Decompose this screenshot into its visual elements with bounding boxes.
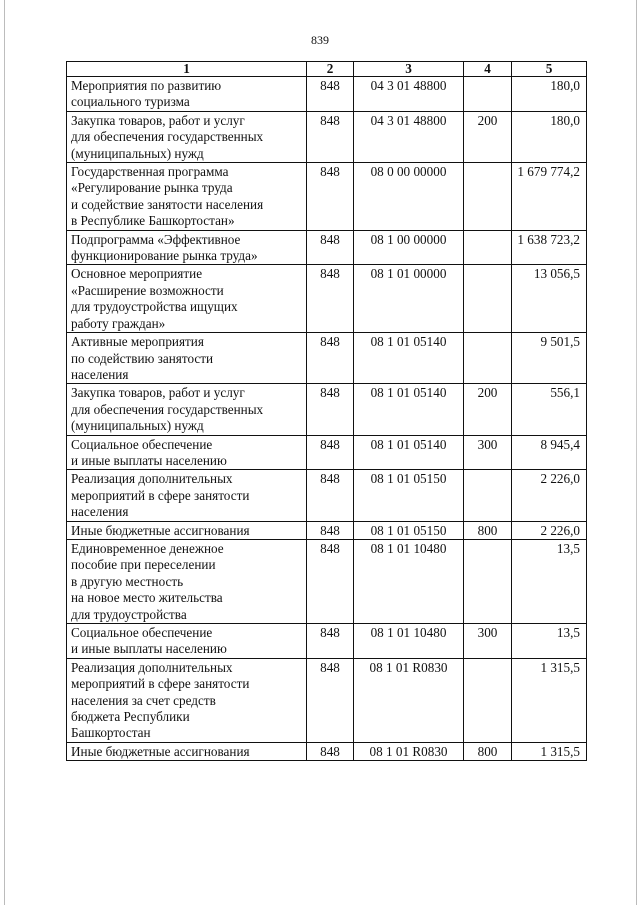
row-ministry-cell: 848 (307, 658, 354, 742)
row-ministry-cell: 848 (307, 470, 354, 521)
table-row (67, 77, 587, 112)
table-row (67, 333, 587, 384)
row-ministry-cell: 848 (307, 624, 354, 659)
row-ministry-cell: 848 (307, 230, 354, 265)
row-ministry-cell: 848 (307, 111, 354, 162)
row-amount-cell: 180,0 (512, 111, 587, 162)
row-amount-cell: 1 679 774,2 (512, 163, 587, 231)
table-row (67, 624, 587, 659)
row-type-cell: 200 (464, 384, 512, 435)
row-name-cell: Социальное обеспечение и иные выплаты населению (67, 435, 307, 470)
scan-edge-left (4, 0, 5, 905)
row-amount-cell: 13,5 (512, 539, 587, 623)
table-row (67, 435, 587, 470)
row-code-cell: 08 1 00 00000 (354, 230, 464, 265)
row-ministry-cell: 848 (307, 742, 354, 760)
table-row (67, 539, 587, 623)
row-name-cell: Подпрограмма «Эффективное функционирование рынка труда» (67, 230, 307, 265)
row-type-cell: 800 (464, 521, 512, 539)
row-name-cell: Закупка товаров, работ и услуг для обеспечения государственных (муниципальных) нужд (67, 111, 307, 162)
row-name-cell: Мероприятия по развитию социального туризма (67, 77, 307, 112)
table-row (67, 111, 587, 162)
row-ministry-cell: 848 (307, 265, 354, 333)
row-ministry-cell: 848 (307, 435, 354, 470)
scan-edge-right (636, 0, 637, 905)
row-amount-cell: 9 501,5 (512, 333, 587, 384)
row-type-cell: 300 (464, 624, 512, 659)
row-name-cell: Реализация дополнительных мероприятий в сфере занятости населения (67, 470, 307, 521)
row-code-cell: 08 1 01 05150 (354, 521, 464, 539)
row-amount-cell: 1 638 723,2 (512, 230, 587, 265)
row-code-cell: 08 1 01 R0830 (354, 742, 464, 760)
row-amount-cell: 180,0 (512, 77, 587, 112)
row-name-cell: Иные бюджетные ассигнования (67, 742, 307, 760)
row-code-cell: 08 1 01 10480 (354, 624, 464, 659)
row-code-cell: 04 3 01 48800 (354, 111, 464, 162)
row-amount-cell: 8 945,4 (512, 435, 587, 470)
row-ministry-cell: 848 (307, 539, 354, 623)
row-code-cell: 08 1 01 R0830 (354, 658, 464, 742)
table-body (67, 77, 587, 761)
row-code-cell: 08 1 01 05140 (354, 384, 464, 435)
row-name-cell: Активные мероприятия по содействию занятости населения (67, 333, 307, 384)
row-name-cell: Закупка товаров, работ и услуг для обеспечения государственных (муниципальных) нужд (67, 384, 307, 435)
row-name-cell: Государственная программа «Регулирование рынка труда и содействие занятости населения в Республике Башкортостан» (67, 163, 307, 231)
row-ministry-cell: 848 (307, 521, 354, 539)
row-code-cell: 08 0 00 00000 (354, 163, 464, 231)
row-ministry-cell: 848 (307, 384, 354, 435)
page-number: 839 (311, 33, 329, 47)
row-name-cell: Единовременное денежное пособие при переселении в другую местность на новое место жительства для трудоустройства (67, 539, 307, 623)
row-ministry-cell: 848 (307, 77, 354, 112)
table-row (67, 163, 587, 231)
row-code-cell: 08 1 01 05150 (354, 470, 464, 521)
column-header: 1 (67, 62, 307, 77)
row-type-cell (464, 163, 512, 231)
row-ministry-cell: 848 (307, 333, 354, 384)
row-type-cell (464, 265, 512, 333)
row-amount-cell: 1 315,5 (512, 658, 587, 742)
row-type-cell: 200 (464, 111, 512, 162)
row-name-cell: Реализация дополнительных мероприятий в сфере занятости населения за счет средств бюджета Республики Башкортостан (67, 658, 307, 742)
row-ministry-cell: 848 (307, 163, 354, 231)
row-type-cell (464, 658, 512, 742)
column-header: 3 (354, 62, 464, 77)
row-amount-cell: 556,1 (512, 384, 587, 435)
row-amount-cell: 2 226,0 (512, 521, 587, 539)
column-header: 2 (307, 62, 354, 77)
row-name-cell: Социальное обеспечение и иные выплаты населению (67, 624, 307, 659)
row-type-cell: 800 (464, 742, 512, 760)
table-row (67, 470, 587, 521)
table-row (67, 384, 587, 435)
row-amount-cell: 13 056,5 (512, 265, 587, 333)
row-code-cell: 08 1 01 00000 (354, 265, 464, 333)
column-header: 4 (464, 62, 512, 77)
row-code-cell: 04 3 01 48800 (354, 77, 464, 112)
column-header: 5 (512, 62, 587, 77)
row-type-cell (464, 470, 512, 521)
row-name-cell: Иные бюджетные ассигнования (67, 521, 307, 539)
row-type-cell (464, 539, 512, 623)
row-type-cell: 300 (464, 435, 512, 470)
row-amount-cell: 13,5 (512, 624, 587, 659)
table-header-row (67, 62, 587, 77)
row-type-cell (464, 77, 512, 112)
table-row (67, 230, 587, 265)
row-name-cell: Основное мероприятие «Расширение возможности для трудоустройства ищущих работу граждан» (67, 265, 307, 333)
row-type-cell (464, 230, 512, 265)
table-row (67, 742, 587, 760)
table-row (67, 521, 587, 539)
table-row (67, 265, 587, 333)
row-amount-cell: 1 315,5 (512, 742, 587, 760)
row-code-cell: 08 1 01 10480 (354, 539, 464, 623)
row-type-cell (464, 333, 512, 384)
row-code-cell: 08 1 01 05140 (354, 333, 464, 384)
budget-table (66, 61, 587, 761)
row-amount-cell: 2 226,0 (512, 470, 587, 521)
row-code-cell: 08 1 01 05140 (354, 435, 464, 470)
table-row (67, 658, 587, 742)
